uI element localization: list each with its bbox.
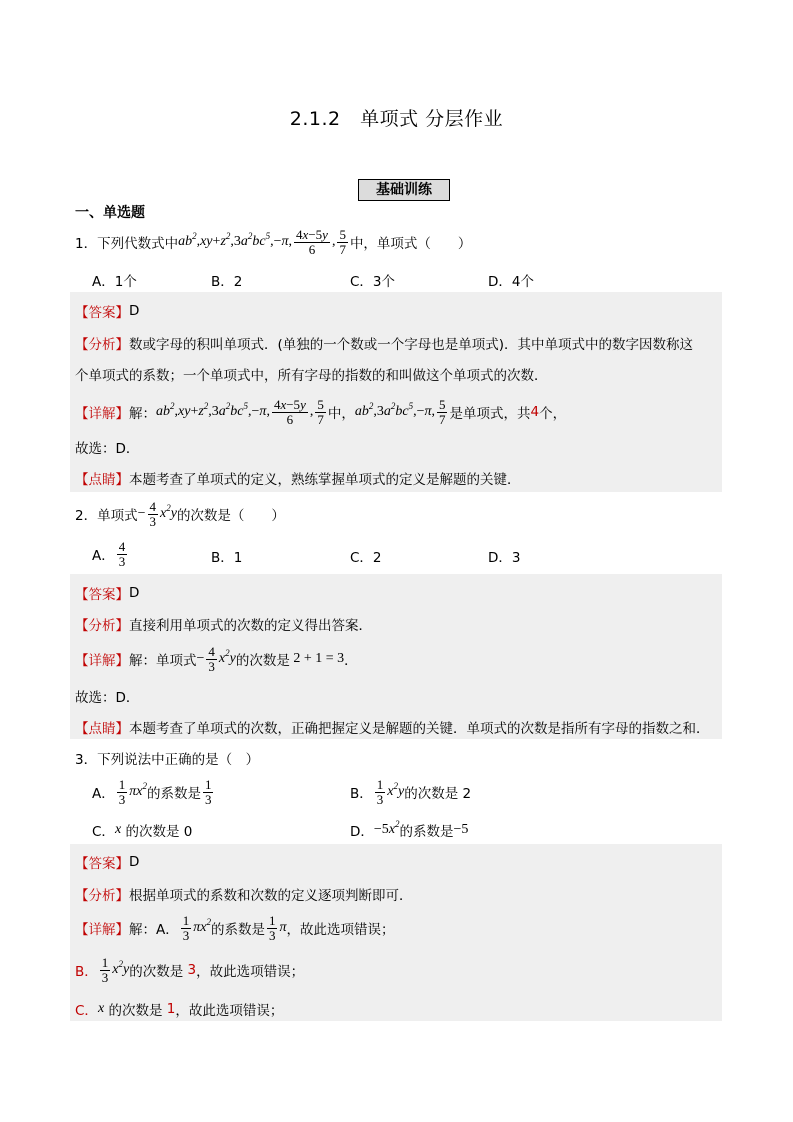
q3-analysis: 【分析】 根据单项式的系数和次数的定义逐项判断即可． [75,888,413,904]
q1-answer: 【答案】 D [75,303,140,321]
q1-analysis-line-2: 个单项式的系数；一个单项式中，所有字母的指数的和叫做这个单项式的次数． [75,368,548,384]
page-title: 2.1.2 单项式 分层作业 [289,108,504,130]
q3-option-d: D． −5 $x^2$ 的系数是 −5 [350,819,469,840]
q2-option-d: D．3 [488,550,521,566]
q2-option-c: C．2 [350,550,382,566]
q1-option-b: B．2 [211,274,243,290]
question-3-stem: 3．下列说法中正确的是（ ） [75,752,260,768]
q3-option-a: A． $\frac{1}{3}$ $\pi x^2$ 的系数是 $\frac{1}{3}$ [92,777,212,807]
q1-option-a: A．1个 [92,274,137,290]
q3-detail-c: C． x 的次数是 1 ，故此选项错误； [75,1001,284,1019]
q2-answer: 【答案】 D [75,585,140,603]
q1-solution-block [70,292,722,492]
q1-comment: 【点睛】 本题考查了单项式的定义，熟练掌握单项式的定义是解题的关键． [75,472,521,488]
question-2-stem: 2．单项式 − $\frac{4}{3}$ $x^2y$ 的次数是（ ） [75,499,285,529]
q2-detail: 【详解】 解：单项式 − $\frac{4}{3}$ $x^2y$ 的次数是 2 + 1 = 3 ． [75,644,358,674]
q3-option-c: C． x 的次数是 0 [92,822,193,840]
q1-option-c: C．3个 [350,274,396,290]
q1-analysis-line-1: 【分析】 数或字母的积叫单项式．(单独的一个数或一个字母也是单项式)．其中单项式中的数字因数称这 [75,337,694,353]
section-banner: 基础训练 [358,179,450,201]
q3-detail-b: B． $\frac{1}{3}$ $x^2y$ 的次数是 3 ，故此选项错误； [75,955,305,985]
q1-detail: 【详解】 解： $ab^2$ , xy + $z^2$ ,3 $a^2bc^5$ ,− π , $\frac{4x-5y}{6}$ , $\frac{5}{7}$ 中， $ab^2$ ,3 $a^2bc^5$ ,− π , $\frac{5}{7}$ 是单项式，共 4 个， [75,397,567,427]
q1-option-d: D．4个 [488,274,534,290]
q2-option-a: A． $\frac{4}{3}$ [92,539,126,569]
q2-comment: 【点睛】 本题考查了单项式的次数，正确把握定义是解题的关键．单项式的次数是指所有字母的指数之和． [75,721,710,737]
q3-option-b: B． $\frac{1}{3}$ $x^2y$ 的次数是 2 [350,777,472,807]
q3-answer: 【答案】 D [75,854,140,872]
q2-choose: 故选：D． [75,690,140,706]
question-1-stem: 1．下列代数式中 $ab^2$ , xy + $z^2$ ,3 $a^2bc^5$ ,− π , $\frac{4x-5y}{6}$ , $\frac{5}{7}$ 中，单项式（ ） [75,227,472,257]
q2-analysis: 【分析】 直接利用单项式的次数的定义得出答案． [75,618,372,634]
section-heading: 一、单选题 [75,205,145,221]
q3-detail-a: 【详解】 解：A． $\frac{1}{3}$ $\pi x^2$ 的系数是 $\frac{1}{3}$ π ，故此选项错误； [75,913,395,943]
q1-choose: 故选：D． [75,441,140,457]
q2-option-b: B．1 [211,550,243,566]
